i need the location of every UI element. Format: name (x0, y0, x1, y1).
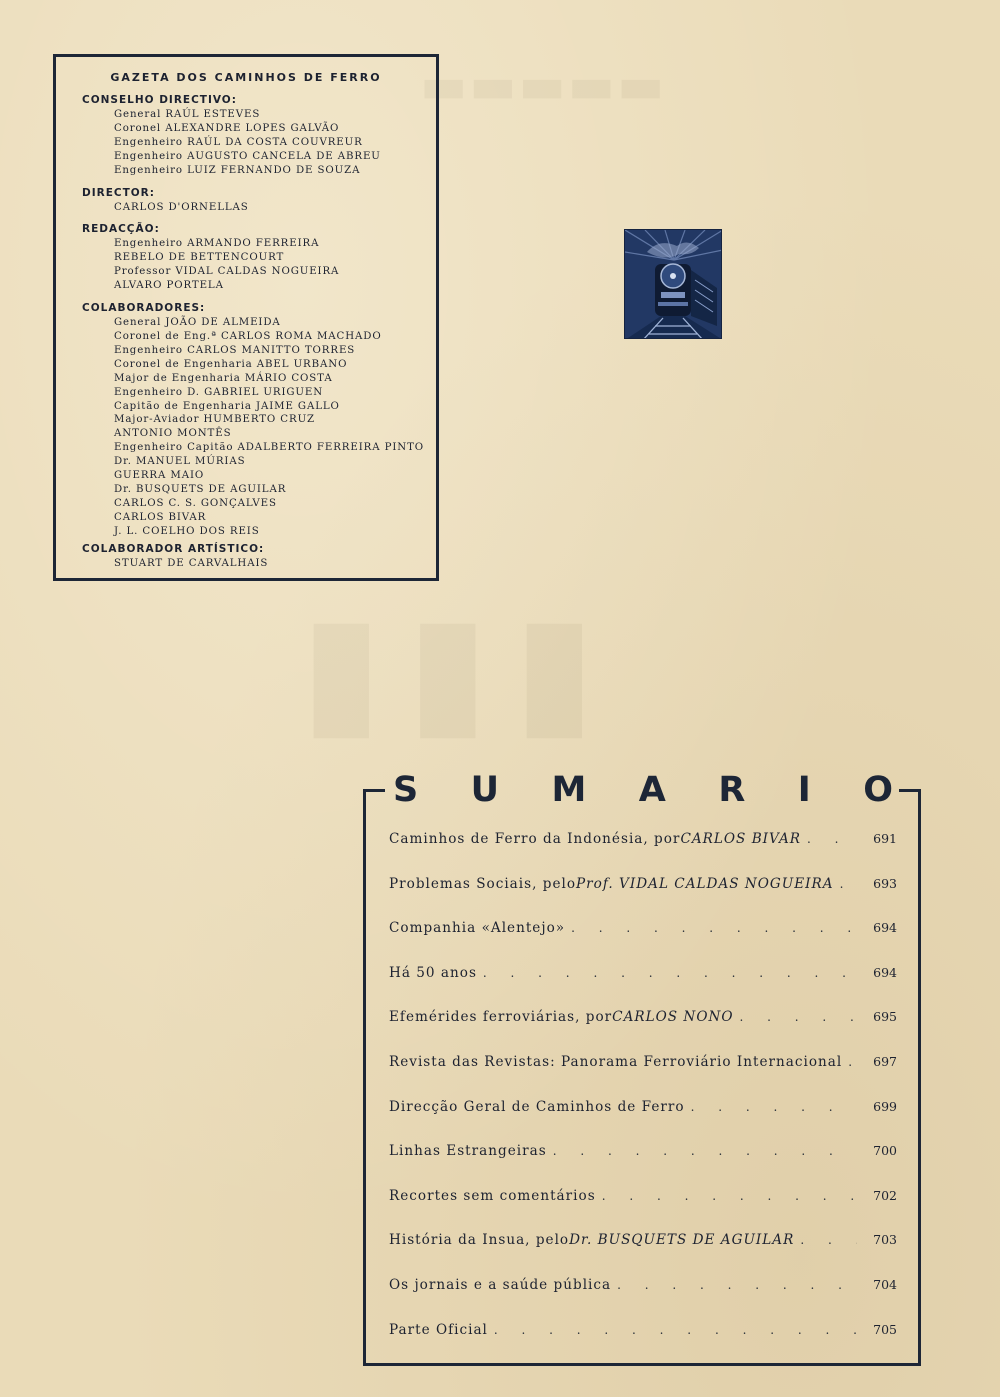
colaborador-name: ANTONIO MONTÊS (114, 428, 232, 440)
masthead-box (53, 54, 439, 581)
toc-entry-title: Recortes sem comentários (389, 1187, 596, 1204)
colaborador-name: Major-Aviador HUMBERTO CRUZ (114, 414, 316, 426)
artistico-label: COLABORADOR ARTÍSTICO: (82, 542, 265, 555)
toc-entry-title: Há 50 anos (389, 964, 477, 981)
redaccao-name: Professor VIDAL CALDAS NOGUEIRA (114, 266, 340, 278)
colaborador-name: CARLOS C. S. GONÇALVES (114, 497, 277, 509)
toc-entry-title: Direcção Geral de Caminhos de Ferro (389, 1098, 685, 1115)
conselho-name: Engenheiro AUGUSTO CANCELA DE ABREU (114, 150, 381, 162)
toc-leader-dots (807, 832, 857, 846)
colaborador-name: Capitão de Engenharia JAIME GALLO (114, 400, 340, 412)
toc-entry-title: Companhia «Alentejo» (389, 920, 566, 937)
colaborador-name: CARLOS BIVAR (114, 511, 207, 523)
conselho-list (114, 108, 436, 178)
toc-leader-dots (494, 1323, 857, 1337)
colaborador-name: Engenheiro CARLOS MANITTO TORRES (114, 344, 356, 356)
toc-entry-page: 694 (873, 920, 897, 936)
toc-entry-title: Caminhos de Ferro da Indonésia, por (389, 831, 681, 847)
summary-title-letter: S (393, 769, 419, 810)
summary-title-letter: O (863, 769, 893, 810)
summary-title-letter: U (470, 769, 500, 810)
colaborador-name: Engenheiro Capitão ADALBERTO FERREIRA PINTO (114, 442, 425, 454)
toc-leader-dots (617, 1278, 857, 1292)
toc-leader-dots (740, 1010, 857, 1024)
toc-entry-page: 697 (873, 1053, 897, 1069)
redaccao-name: Engenheiro ARMANDO FERREIRA (114, 238, 320, 250)
director-list (114, 201, 436, 215)
toc-leader-dots (800, 1233, 857, 1247)
colaborador-name: Coronel de Eng.ª CARLOS ROMA MACHADO (114, 330, 382, 342)
conselho-name: Engenheiro RAÚL DA COSTA COUVREUR (114, 136, 363, 148)
director-name: CARLOS D'ORNELLAS (114, 201, 249, 213)
toc-entry-author: Dr. BUSQUETS DE AGUILAR (569, 1232, 795, 1249)
toc-entry[interactable] (389, 1232, 897, 1277)
toc-entry-author: CARLOS BIVAR (680, 831, 802, 847)
toc-entry-page: 703 (873, 1232, 897, 1248)
colaborador-name: Dr. MANUEL MÚRIAS (114, 456, 246, 468)
toc-entry[interactable] (389, 1143, 897, 1188)
toc-entry[interactable] (389, 831, 897, 876)
colaborador-name: Engenheiro D. GABRIEL URIGUEN (114, 386, 324, 398)
redaccao-name: ALVARO PORTELA (114, 280, 224, 292)
toc-leader-dots (840, 877, 857, 891)
toc-entry-title: História da Insua, pelo (389, 1232, 570, 1249)
toc-entry-title: Linhas Estrangeiras (389, 1143, 547, 1160)
redaccao-label: REDACÇÃO: (82, 223, 160, 236)
toc-entry[interactable] (389, 1009, 897, 1054)
colaboradores-label: COLABORADORES: (82, 302, 206, 315)
colaboradores-list (114, 316, 436, 539)
toc-entry[interactable] (389, 1188, 897, 1233)
colaborador-name: General JOÃO DE ALMEIDA (114, 317, 281, 329)
colaborador-name: Dr. BUSQUETS DE AGUILAR (114, 483, 287, 495)
toc-leader-dots (602, 1189, 857, 1203)
toc-entry-author: CARLOS NONO (612, 1009, 734, 1026)
toc-entry-title: Parte Oficial (389, 1321, 488, 1338)
colaborador-name: GUERRA MAIO (114, 470, 205, 482)
toc-entry-page: 700 (873, 1143, 897, 1159)
toc-entry-author: Prof. VIDAL CALDAS NOGUEIRA (576, 875, 834, 892)
toc-entry-page: 694 (873, 964, 897, 980)
artistico-name: STUART DE CARVALHAIS (114, 557, 269, 569)
toc-entry[interactable] (389, 1099, 897, 1144)
masthead-title: GAZETA DOS CAMINHOS DE FERRO (110, 71, 382, 84)
bleed-through-year: ▮▮▮ (300, 580, 620, 756)
colaborador-name: Major de Engenharia MÁRIO COSTA (114, 372, 333, 384)
summary-title-letter: A (638, 769, 666, 810)
summary-title (393, 770, 893, 810)
summary-title-letter: R (718, 769, 746, 810)
toc-entry-page: 704 (873, 1276, 897, 1292)
summary-section (363, 770, 921, 1366)
toc-leader-dots (691, 1100, 857, 1114)
conselho-name: Engenheiro LUIZ FERNANDO DE SOUZA (114, 164, 361, 176)
toc-entry-page: 702 (873, 1187, 897, 1203)
conselho-name: General RAÚL ESTEVES (114, 109, 261, 120)
colaborador-name: Coronel de Engenharia ABEL URBANO (114, 358, 348, 370)
toc-entry-title: Revista das Revistas: Panorama Ferroviário Internacional (389, 1053, 843, 1070)
redaccao-list (114, 237, 436, 293)
summary-title-letter: I (797, 769, 811, 810)
toc-entry-page: 693 (873, 875, 897, 891)
summary-list (389, 831, 897, 1366)
colaborador-name: J. L. COELHO DOS REIS (114, 525, 260, 537)
toc-entry-title: Efemérides ferroviárias, por (389, 1009, 613, 1026)
toc-entry[interactable] (389, 1322, 897, 1367)
toc-leader-dots (483, 966, 857, 980)
locomotive-emblem-graphic (625, 230, 722, 339)
toc-entry-page: 699 (873, 1098, 897, 1114)
toc-entry-page: 691 (873, 831, 897, 846)
summary-title-letter: M (551, 769, 587, 810)
director-label: DIRECTOR: (82, 186, 155, 199)
redaccao-name: REBELO DE BETTENCOURT (114, 252, 285, 264)
toc-leader-dots (848, 1055, 857, 1069)
toc-entry[interactable] (389, 1054, 897, 1099)
conselho-label: CONSELHO DIRECTIVO: (82, 94, 237, 106)
toc-entry[interactable] (389, 920, 897, 965)
artistico-list (114, 557, 436, 571)
toc-entry-page: 705 (873, 1321, 897, 1337)
toc-entry-title: Os jornais e a saúde pública (389, 1276, 612, 1293)
conselho-name: Coronel ALEXANDRE LOPES GALVÃO (114, 122, 340, 134)
locomotive-emblem-icon (624, 229, 722, 339)
bleed-through-heading: ▬▬▬▬▬ (420, 55, 667, 114)
toc-entry[interactable] (389, 965, 897, 1010)
toc-entry[interactable] (389, 1277, 897, 1322)
toc-entry[interactable] (389, 876, 897, 921)
toc-entry-page: 695 (873, 1009, 897, 1025)
toc-entry-title: Problemas Sociais, pelo (389, 875, 577, 892)
toc-leader-dots (553, 1144, 857, 1158)
toc-leader-dots (571, 921, 857, 935)
